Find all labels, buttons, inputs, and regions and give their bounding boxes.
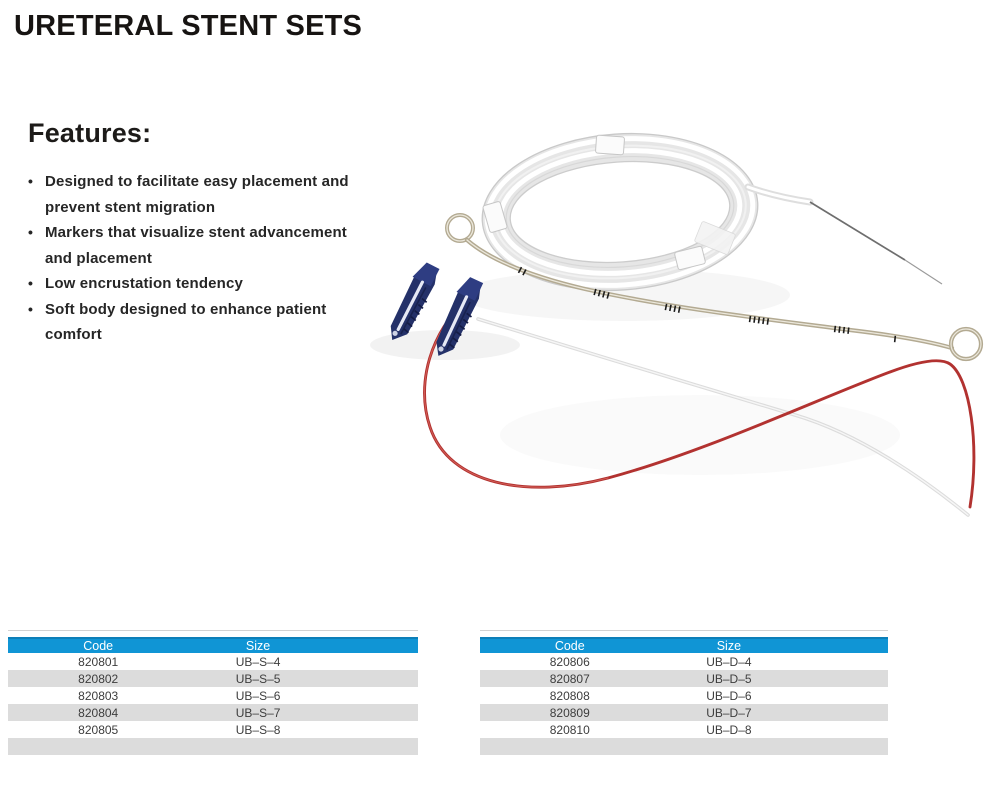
col-header-size: Size (660, 638, 799, 653)
code-cell: 820807 (549, 671, 590, 686)
table-row (480, 704, 888, 721)
col-header-size: Size (188, 638, 327, 653)
col-header-code: Code (480, 638, 660, 653)
col-header-spare (328, 638, 418, 653)
code-cell: 820803 (78, 688, 119, 703)
table-row (8, 670, 418, 687)
code-cell: 820809 (549, 705, 590, 720)
feature-line (28, 322, 358, 348)
feature-line (28, 220, 358, 246)
feature-line (28, 271, 358, 297)
code-cell: 820805 (78, 722, 119, 737)
table-row-empty (8, 738, 418, 755)
feature-item (28, 271, 358, 297)
table-header-row (480, 638, 888, 653)
feature-line (28, 297, 358, 323)
table-top-rule (8, 630, 418, 631)
bullet-icon: • (28, 275, 34, 291)
code-cell: 820801 (78, 654, 119, 669)
feature-text: and placement (45, 249, 152, 267)
spec-table-right (480, 630, 888, 755)
table-row (480, 670, 888, 687)
feature-item (28, 220, 358, 271)
size-cell: UB–S–8 (235, 722, 281, 737)
table-row (8, 687, 418, 704)
feature-item (28, 297, 358, 348)
code-cell: 820808 (549, 688, 590, 703)
feature-item (28, 169, 358, 220)
product-photo (370, 95, 1000, 565)
table-row (8, 704, 418, 721)
code-cell: 820810 (549, 722, 590, 737)
table-row (480, 721, 888, 738)
code-cell: 820802 (78, 671, 119, 686)
features-list (28, 169, 358, 348)
table-row (8, 653, 418, 670)
features-section (28, 118, 358, 348)
features-heading: Features: (28, 118, 152, 148)
table-row (480, 687, 888, 704)
table-row-empty (480, 738, 888, 755)
size-cell: UB–S–4 (235, 654, 281, 669)
feature-text: Designed to facilitate easy placement and (45, 173, 349, 190)
table-row (8, 721, 418, 738)
bullet-icon: • (28, 300, 34, 317)
guidewire (748, 187, 942, 284)
feature-line (28, 246, 358, 272)
table-header-row (8, 638, 418, 653)
table-top-rule (480, 630, 888, 631)
bullet-icon: • (28, 224, 34, 240)
table-row (480, 653, 888, 670)
size-cell: UB–S–5 (235, 671, 281, 686)
feature-line (28, 195, 358, 221)
size-cell: UB–D–4 (706, 654, 752, 669)
page-title: URETERAL STENT SETS (14, 10, 363, 42)
bullet-icon: • (28, 173, 34, 189)
size-cell: UB–D–8 (706, 722, 752, 737)
feature-text: Markers that visualize stent advancement (45, 224, 347, 241)
size-cell: UB–D–7 (706, 705, 752, 720)
col-header-spare (798, 638, 888, 653)
feature-text: comfort (45, 326, 102, 343)
col-header-code: Code (8, 638, 188, 653)
size-cell: UB–D–6 (706, 688, 752, 703)
code-cell: 820806 (549, 654, 590, 669)
size-cell: UB–S–7 (235, 705, 281, 720)
size-cell: UB–S–6 (235, 688, 281, 703)
size-cell: UB–D–5 (706, 671, 752, 686)
feature-text: Soft body designed to enhance patient (45, 300, 327, 318)
feature-line (28, 169, 358, 195)
feature-text: Low encrustation tendency (45, 275, 243, 292)
code-cell: 820804 (78, 705, 119, 720)
feature-text: prevent stent migration (45, 198, 216, 216)
spec-table-left (8, 630, 418, 755)
